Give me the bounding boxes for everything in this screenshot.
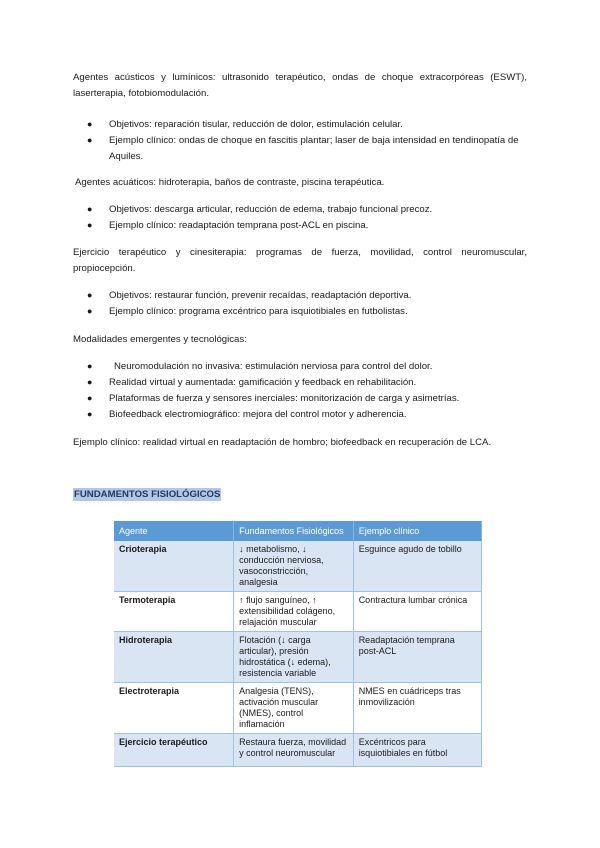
table-row — [114, 683, 482, 734]
paragraph-emerging-modalities: Modalidades emergentes y tecnológicas: — [73, 334, 247, 345]
cell-fundamentals: ↑ flujo sanguíneo, ↑ extensibilidad colágeno, relajación muscular — [234, 592, 354, 632]
bullet-dot-icon: ● — [87, 306, 93, 316]
bullet-dot-icon: ● — [87, 377, 93, 387]
cell-clinical-example: Excéntricos para isquiotibiales en fútbol — [353, 734, 481, 767]
cell-agent: Electroterapia — [114, 683, 234, 734]
list-item: ● Ejemplo clínico: programa excéntrico para isquiotibiales en futbolistas. — [73, 304, 529, 320]
bullet-list-emerging — [73, 359, 529, 423]
header-clinical-example: Ejemplo clínico — [353, 521, 481, 541]
bullet-dot-icon: ● — [87, 290, 93, 300]
cell-agent: Ejercicio terapéutico — [114, 734, 234, 767]
cell-agent: Crioterapia — [114, 541, 234, 592]
bullet-dot-icon: ● — [87, 361, 93, 371]
bullet-dot-icon: ● — [87, 119, 93, 129]
bullet-dot-icon: ● — [87, 204, 93, 214]
cell-fundamentals: Analgesia (TENS), activación muscular (NMES), control inflamación — [234, 683, 354, 734]
cell-fundamentals: ↓ metabolismo, ↓ conducción nerviosa, vasoconstricción, analgesia — [234, 541, 354, 592]
bullet-list-acoustic — [73, 117, 529, 165]
bullet-dot-icon: ● — [87, 393, 93, 403]
physiology-table — [114, 521, 482, 767]
section-heading: FUNDAMENTOS FISIOLÓGICOS — [74, 489, 221, 500]
cell-fundamentals: Flotación (↓ carga articular), presión hidrostática (↓ edema), resistencia variable — [234, 632, 354, 683]
table-header-row — [114, 521, 482, 541]
bullet-list-aquatic — [73, 202, 529, 234]
header-fundamentals: Fundamentos Fisiológicos — [234, 521, 354, 541]
table-row — [114, 541, 482, 592]
list-item: ● Objetivos: reparación tisular, reducción de dolor, estimulación celular. — [73, 117, 529, 133]
bullet-dot-icon: ● — [87, 135, 93, 145]
cell-clinical-example: Contractura lumbar crónica — [353, 592, 481, 632]
list-item: ● Objetivos: restaurar función, prevenir recaídas, readaptación deportiva. — [73, 288, 529, 304]
bullet-list-exercise — [73, 288, 529, 320]
table-row — [114, 592, 482, 632]
table-row — [114, 632, 482, 683]
header-agent: Agente — [114, 521, 234, 541]
paragraph-closing-example: Ejemplo clínico: realidad virtual en readaptación de hombro; biofeedback en recuperación de LCA. — [73, 437, 492, 448]
paragraph-aquatic-agents: Agentes acuáticos: hidroterapia, baños de contraste, piscina terapéutica. — [75, 177, 385, 188]
list-item: ● Neuromodulación no invasiva: estimulación nerviosa para control del dolor. — [73, 359, 529, 375]
bullet-dot-icon: ● — [87, 220, 93, 230]
cell-clinical-example: Esguince agudo de tobillo — [353, 541, 481, 592]
table-row — [114, 734, 482, 767]
list-item: ● Biofeedback electromiográfico: mejora del control motor y adherencia. — [73, 407, 529, 423]
list-item: ● Objetivos: descarga articular, reducción de edema, trabajo funcional precoz. — [73, 202, 529, 218]
cell-agent: Hidroterapia — [114, 632, 234, 683]
list-item: ● Ejemplo clínico: readaptación temprana post-ACL en piscina. — [73, 218, 529, 234]
list-item: ● Realidad virtual y aumentada: gamificación y feedback en rehabilitación. — [73, 375, 529, 391]
list-item: ● Ejemplo clínico: ondas de choque en fascitis plantar; laser de baja intensidad en tendinopatía de Aquiles. — [87, 135, 519, 162]
bullet-dot-icon: ● — [87, 409, 93, 419]
paragraph-therapeutic-exercise: Ejercicio terapéutico y cinesiterapia: programas de fuerza, movilidad, control neuromuscular, propiocepción. — [73, 247, 527, 274]
cell-agent: Termoterapia — [114, 592, 234, 632]
list-item: ● Plataformas de fuerza y sensores inerciales: monitorización de carga y asimetrías. — [73, 391, 529, 407]
cell-clinical-example: NMES en cuádriceps tras inmovilización — [353, 683, 481, 734]
cell-fundamentals: Restaura fuerza, movilidad y control neuromuscular — [234, 734, 354, 767]
paragraph-acoustic-agents: Agentes acústicos y lumínicos: ultrasonido terapéutico, ondas de choque extracorpóreas (ESWT), laserterapia, fotobiomodulación. — [73, 72, 527, 99]
cell-clinical-example: Readaptación temprana post-ACL — [353, 632, 481, 683]
